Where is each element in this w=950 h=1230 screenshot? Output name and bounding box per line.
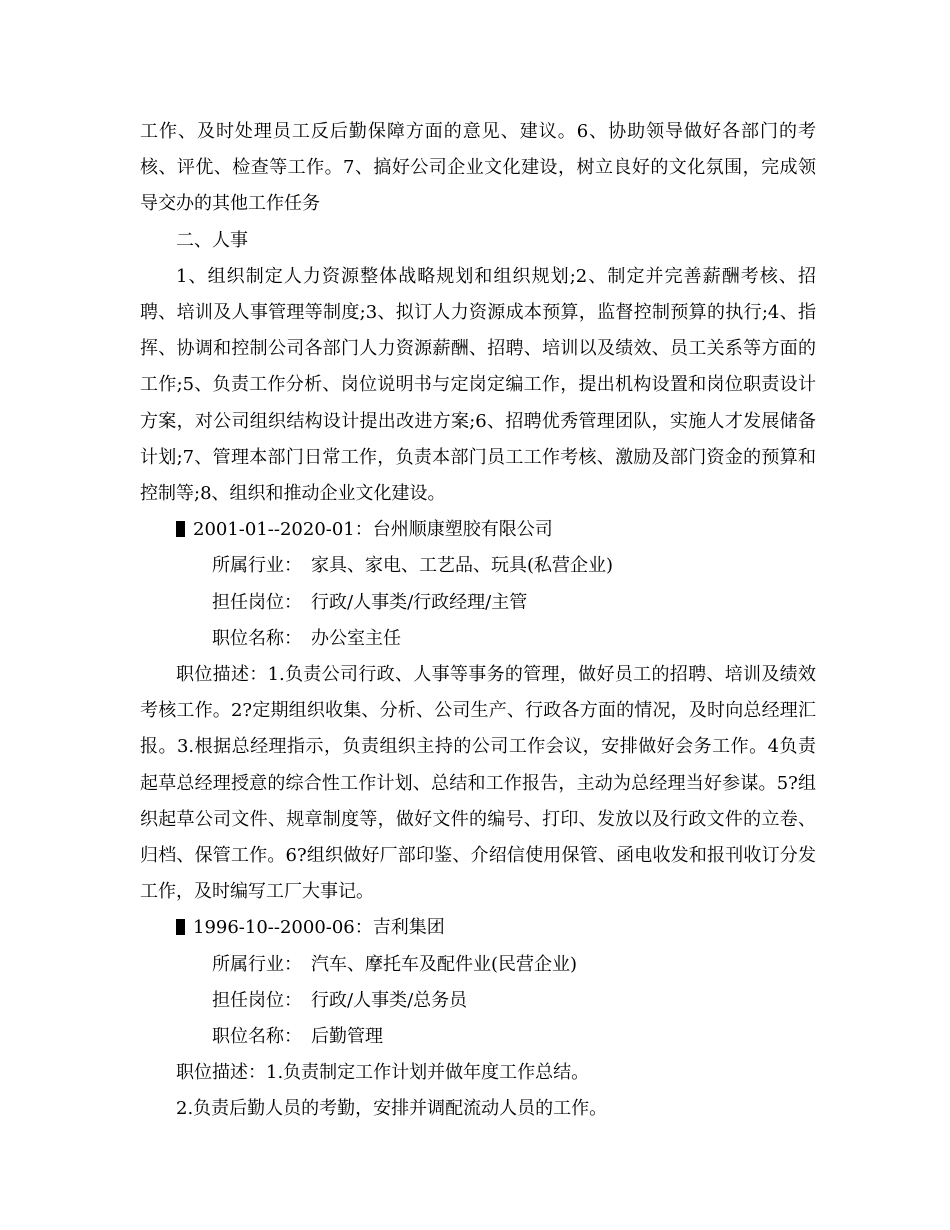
industry-label: 所属行业： xyxy=(212,555,302,577)
paragraph-personnel-duties: 1、组织制定人力资源整体战略规划和组织规划;2、制定并完善薪酬考核、招聘、培训及人事管理等制度;3、拟订人力资源成本预算，监督控制预算的执行;4、指挥、协调和控制公司各部门人力资源薪酬、招聘、培训以及绩效、员工关系等方面的工作;5、负责工作分析、岗位说明书与定岗定编工作，提出机构设置和岗位职责设计方案，对公司组织结构设计提出改进方案;6、招聘优秀管理团队，实施人才发展储备计划;7、管理本部门日常工作，负责本部门员工工作考核、激励及部门资金的预算和控制等;8、组织和推动企业文化建设。 xyxy=(140,265,816,505)
industry-label: 所属行业： xyxy=(212,953,302,975)
job-period-company: 2001-01--2020-01：台州顺康塑胶有限公司 xyxy=(193,519,553,541)
job-industry-row xyxy=(140,947,816,983)
title-value: 后勤管理 xyxy=(311,1026,383,1048)
document-body xyxy=(140,114,816,1128)
post-value: 行政/人事类/总务员 xyxy=(311,989,468,1011)
section-heading-personnel: 二、人事 xyxy=(176,229,248,251)
job-entry-header xyxy=(140,512,816,548)
post-value: 行政/人事类/行政经理/主管 xyxy=(311,591,528,613)
job-description-continued: 2.负责后勤人员的考勤，安排并调配流动人员的工作。 xyxy=(176,1098,608,1120)
industry-value: 汽车、摩托车及配件业(民营企业) xyxy=(311,953,578,975)
job-industry-row xyxy=(140,548,816,584)
job-description: 职位描述：1.负责公司行政、人事等事务的管理，做好员工的招聘、培训及绩效考核工作。2?定期组织收集、分析、公司生产、行政各方面的情况，及时向总经理汇报。3.根据总经理指示，负责组织主持的公司工作会议，安排做好会务工作。4负责起草总经理授意的综合性工作计划、总结和工作报告，主动为总经理当好参谋。5?组织起草公司文件、规章制度等，做好文件的编号、打印、发放以及行政文件的立卷、归档、保管工作。6?组织做好厂部印鉴、介绍信使用保管、函电收发和报刊收订分发工作，及时编写工厂大事记。 xyxy=(140,664,816,903)
job-entry-header xyxy=(140,910,816,946)
job-description: 职位描述：1.负责制定工作计划并做年度工作总结。 xyxy=(176,1062,590,1084)
industry-value: 家具、家电、工艺品、玩具(私营企业) xyxy=(311,555,614,577)
title-value: 办公室主任 xyxy=(311,627,401,649)
job-period-company: 1996-10--2000-06：吉利集团 xyxy=(193,917,445,939)
title-label: 职位名称： xyxy=(212,1026,302,1048)
post-label: 担任岗位： xyxy=(212,591,302,613)
job-post-row xyxy=(140,585,816,621)
job-title-row xyxy=(140,1019,816,1055)
bullet-square-icon xyxy=(176,919,185,935)
job-title-row xyxy=(140,621,816,657)
job-post-row xyxy=(140,983,816,1019)
title-label: 职位名称： xyxy=(212,627,302,649)
paragraph-admin-duties-continued: 工作、及时处理员工反后勤保障方面的意见、建议。6、协助领导做好各部门的考核、评优、检查等工作。7、搞好公司企业文化建设，树立良好的文化氛围，完成领导交办的其他工作任务 xyxy=(140,121,816,215)
post-label: 担任岗位： xyxy=(212,989,302,1011)
bullet-square-icon xyxy=(176,521,185,537)
